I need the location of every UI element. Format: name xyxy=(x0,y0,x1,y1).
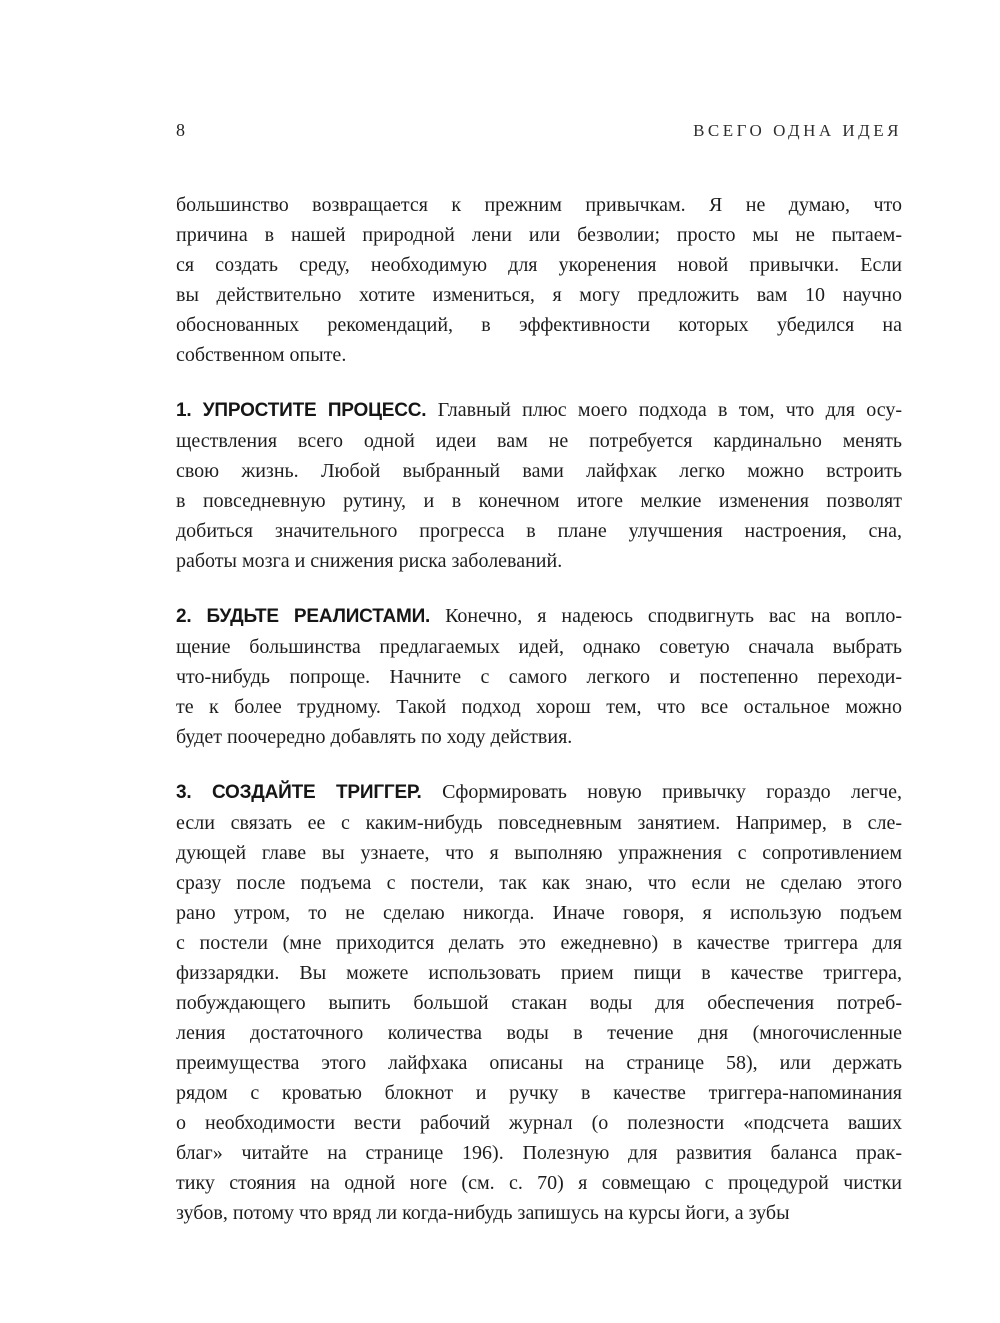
text-line: ществления всего одной идеи вам не потребуется кардинально менять xyxy=(176,430,902,452)
page-number: 8 xyxy=(176,120,185,140)
text-line: с постели (мне приходится делать это ежедневно) в качестве триггера для xyxy=(176,932,902,954)
text-line: 1. УПРОСТИТЕ ПРОЦЕСС. Главный плюс моего подхода в том, что для осу- xyxy=(176,399,902,421)
text-line: 2. БУДЬТЕ РЕАЛИСТАМИ. Конечно, я надеюсь сподвигнуть вас на вопло- xyxy=(176,605,903,627)
text-line: работы мозга и снижения риска заболеваний. xyxy=(176,550,563,572)
text-line: если связать ее с каким-нибудь повседневным занятием. Например, в сле- xyxy=(176,812,902,834)
text-line: ления достаточного количества воды в течение дня (многочисленные xyxy=(176,1022,902,1044)
text-line: 3. СОЗДАЙТЕ ТРИГГЕР. Сформировать новую привычку гораздо легче, xyxy=(176,781,903,803)
text-line: сразу после подъема с постели, так как знаю, что если не сделаю этого xyxy=(176,872,902,894)
text-line: щение большинства предлагаемых идей, однако советую сначала выбрать xyxy=(176,636,902,658)
text-line: тику стояния на одной ноге (см. с. 70) я совмещаю с процедурой чистки xyxy=(176,1172,902,1194)
text-line: в повседневную рутину, и в конечном итоге мелкие изменения позволят xyxy=(176,490,902,512)
section-heading: 3. СОЗДАЙТЕ ТРИГГЕР. xyxy=(176,782,422,803)
text-line: зубов, потому что вряд ли когда-нибудь запишусь на курсы йоги, а зубы xyxy=(176,1202,790,1224)
running-title: ВСЕГО ОДНА ИДЕЯ xyxy=(693,121,902,140)
text-line: о необходимости вести рабочий журнал (о полезности «подсчета ваших xyxy=(176,1112,902,1134)
text-line: те к более трудному. Такой подход хорош тем, что все остальное можно xyxy=(176,696,902,718)
paragraph xyxy=(176,395,902,576)
text-line: рано утром, то не сделаю никогда. Иначе говоря, я использую подъем xyxy=(176,902,902,924)
text-line: причина в нашей природной лени или безволии; просто мы не пытаем- xyxy=(176,224,902,246)
text-line: благ» читайте на странице 196). Полезную для развития баланса прак- xyxy=(176,1142,902,1164)
page-header xyxy=(176,120,902,141)
text-line: физзарядки. Вы можете использовать прием пищи в качестве триггера, xyxy=(176,962,902,984)
text-line: ся создать среду, необходимую для укоренения новой привычки. Если xyxy=(176,254,902,276)
paragraph xyxy=(176,190,902,370)
text-line: собственном опыте. xyxy=(176,344,347,366)
text-line: побуждающего выпить большой стакан воды для обеспечения потреб- xyxy=(176,992,902,1014)
text-line: свою жизнь. Любой выбранный вами лайфхак легко можно встроить xyxy=(176,460,902,482)
text-line: дующей главе вы узнаете, что я выполняю упражнения с сопротивлением xyxy=(176,842,902,864)
text-line: вы действительно хотите измениться, я могу предложить вам 10 научно xyxy=(176,284,902,306)
section-heading: 1. УПРОСТИТЕ ПРОЦЕСС. xyxy=(176,400,427,421)
text-line: рядом с кроватью блокнот и ручку в качестве триггера-напоминания xyxy=(176,1082,902,1104)
text-line: что-нибудь попроще. Начните с самого легкого и постепенно переходи- xyxy=(176,666,902,688)
text-line: добиться значительного прогресса в плане улучшения настроения, сна, xyxy=(176,520,902,542)
page-text-block xyxy=(176,190,902,1253)
text-line: будет поочередно добавлять по ходу действия. xyxy=(176,726,573,748)
paragraph xyxy=(176,601,902,752)
text-line: большинство возвращается к прежним привычкам. Я не думаю, что xyxy=(176,194,902,216)
text-line: обоснованных рекомендаций, в эффективности которых убедился на xyxy=(176,314,902,336)
text-line: преимущества этого лайфхака описаны на странице 58), или держать xyxy=(176,1052,902,1074)
section-heading: 2. БУДЬТЕ РЕАЛИСТАМИ. xyxy=(176,606,431,627)
paragraph xyxy=(176,777,902,1228)
